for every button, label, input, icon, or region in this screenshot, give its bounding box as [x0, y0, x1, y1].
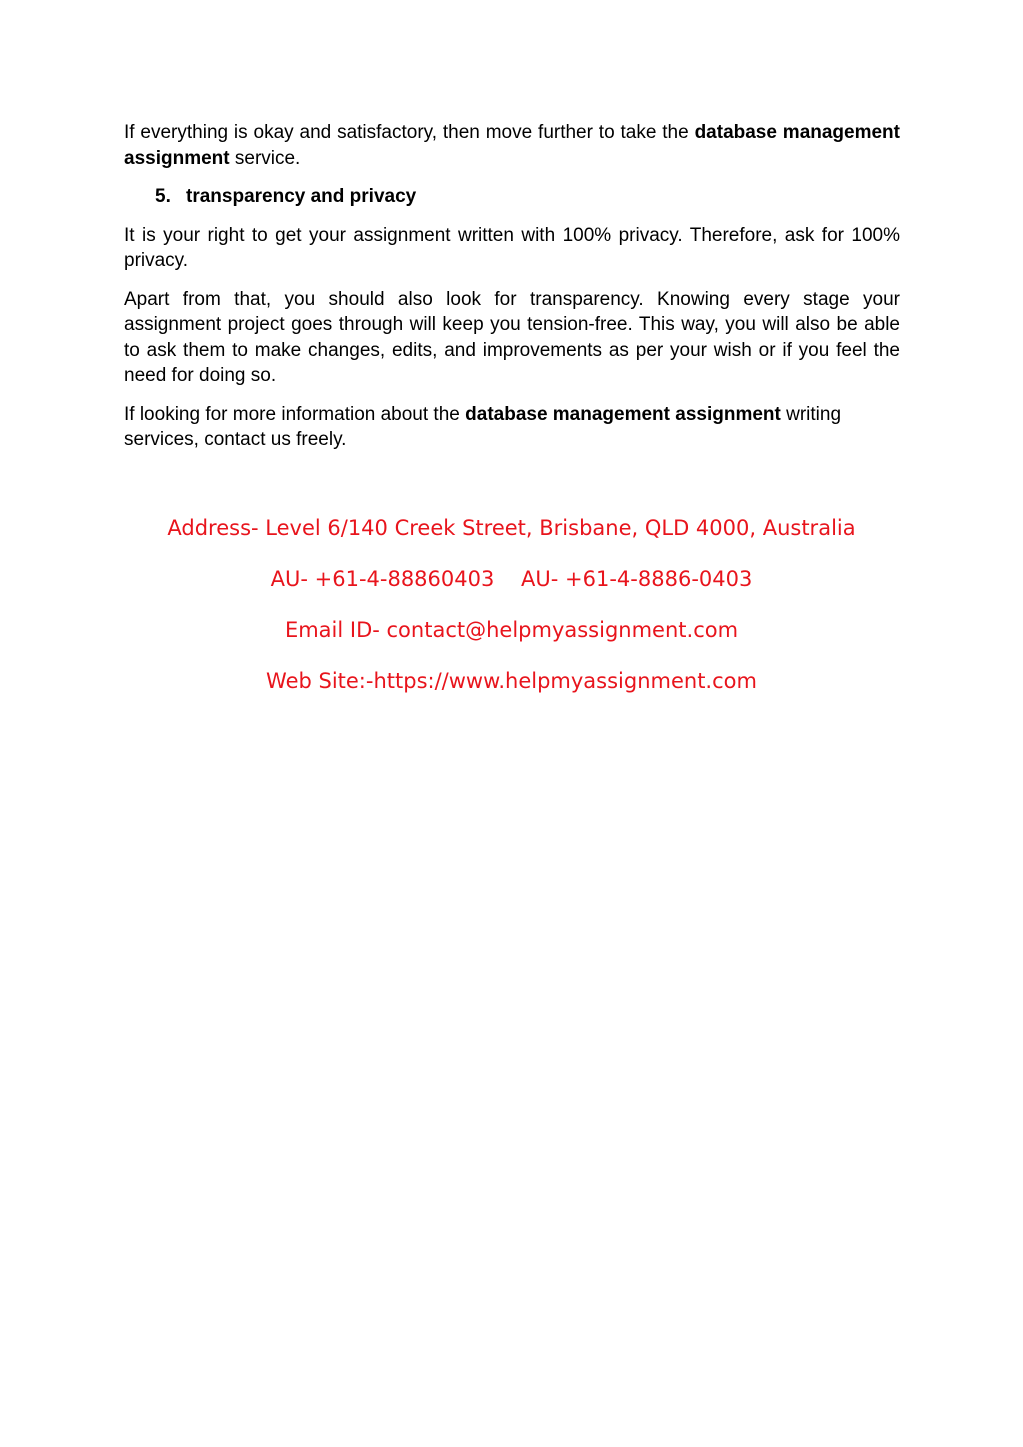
contact-email[interactable]: Email ID- contact@helpmyassignment.com [284, 618, 739, 642]
contact-block [0, 510, 1023, 714]
heading-number: 5. [155, 186, 171, 207]
paragraph-contact-info [124, 402, 900, 453]
paragraph-text: service. [229, 147, 301, 169]
bold-term: database management assignment [124, 122, 900, 169]
paragraph-transparency: Apart from that, you should also look for transparency. Knowing every stage your assignment project goes through will keep you tension-free. This way, you will also be able to ask them to make changes, edits, and improvements as per your wish or if you feel the need for doing so. [124, 288, 900, 386]
document-body [124, 120, 900, 466]
bold-term: database management assignment [465, 403, 781, 425]
heading-text: transparency and privacy [186, 186, 417, 207]
paragraph-text: If looking for more information about the [124, 403, 466, 425]
paragraph-privacy: It is your right to get your assignment written with 100% privacy. Therefore, ask for 100% privacy. [124, 224, 900, 271]
section-heading [124, 184, 900, 210]
contact-address: Address- Level 6/140 Creek Street, Brisbane, QLD 4000, Australia [167, 516, 856, 540]
paragraph-text: writing services, contact us freely. [124, 403, 842, 450]
contact-phones: AU- +61-4-88860403 AU- +61-4-8886-0403 [270, 567, 753, 591]
paragraph-satisfactory [124, 120, 900, 171]
contact-website[interactable]: Web Site:-https://www.helpmyassignment.com [266, 669, 757, 693]
paragraph-text: If everything is okay and satisfactory, then move further to take the [124, 122, 695, 143]
